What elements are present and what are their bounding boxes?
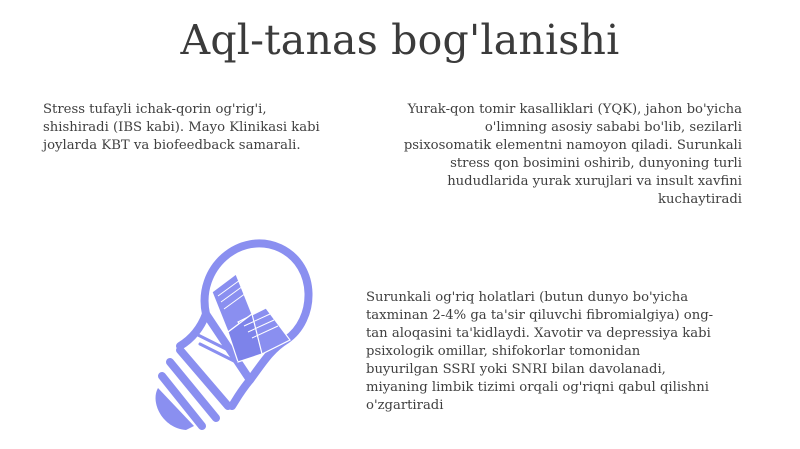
lightbulb-book-icon xyxy=(140,222,330,444)
paragraph-gut-stress: Stress tufayli ichak-qorin og'rig'i, shishiradi (IBS kabi). Mayo Klinikasi kabi joylarda KBT va biofeedback samarali. xyxy=(43,102,320,153)
slide-title: Aql-tanas bog'lanishi xyxy=(180,16,620,64)
paragraph-cardiovascular: Yurak-qon tomir kasalliklari (YQK), jahon bo'yicha o'limning asosiy sababi bo'lib, sezilarli psixosomatik elementni namoyon qiladi. Surunkali stress qon bosimini oshirib, dunyoning turli hududlarida yurak xurujlari va insult xavfini kuchaytiradi xyxy=(403,102,742,207)
paragraph-chronic-pain: Surunkali og'riq holatlari (butun dunyo bo'yicha taxminan 2-4% ga ta'sir qiluvchi fibromialgiya) ong- tan aloqasini ta'kidlaydi. Xavotir va depressiya kabi psixologik omillar, shifokorlar tomonidan buyurilgan SSRI yoki SNRI bilan davolanadi, miyaning limbik tizimi orqali og'riqni qabul qilishni o'zgartiradi xyxy=(366,290,714,413)
